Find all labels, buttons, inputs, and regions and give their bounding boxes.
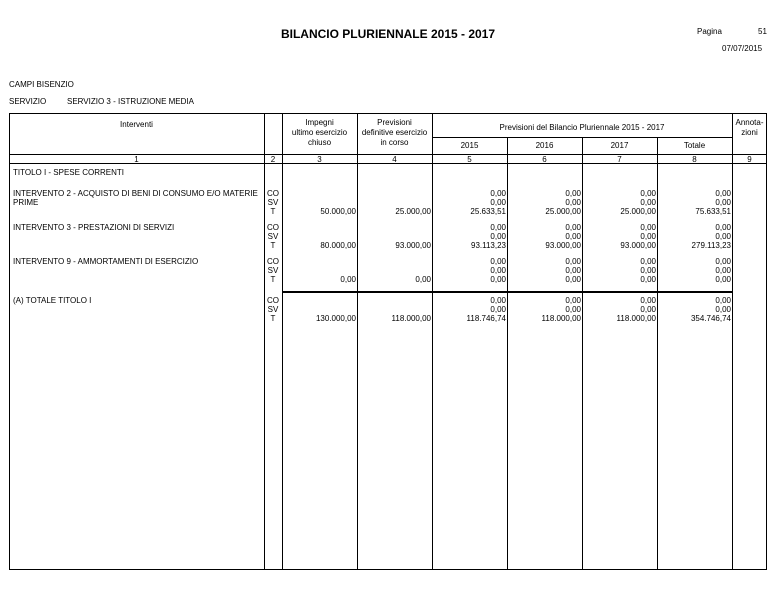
col-header-annotazioni: Annota- zioni bbox=[735, 118, 764, 137]
amount-cell: 0,00 bbox=[490, 296, 506, 305]
amount-cell: 93.000,00 bbox=[545, 241, 581, 250]
col-divider bbox=[732, 113, 733, 570]
amount-cell: 118.000,00 bbox=[391, 314, 431, 323]
amount-cell: 80.000,00 bbox=[320, 241, 356, 250]
amount-cell: 0,00 bbox=[565, 296, 581, 305]
col-header-2016: 2016 bbox=[535, 141, 554, 150]
page-number: 51 bbox=[758, 27, 767, 36]
row-code: T bbox=[270, 314, 276, 323]
report-date: 07/07/2015 bbox=[722, 44, 763, 53]
amount-cell: 25.633,51 bbox=[470, 207, 506, 216]
row-code: SV bbox=[267, 266, 279, 275]
row-code: T bbox=[270, 207, 276, 216]
row-code: T bbox=[270, 275, 276, 284]
amount-cell: 0,00 bbox=[490, 266, 506, 275]
amount-cell: 0,00 bbox=[640, 305, 656, 314]
report-title: BILANCIO PLURIENNALE 2015 - 2017 bbox=[280, 27, 496, 41]
amount-cell: 25.000,00 bbox=[620, 207, 656, 216]
page-label: Pagina bbox=[697, 27, 722, 36]
amount-cell: 0,00 bbox=[565, 223, 581, 232]
col-number: 7 bbox=[617, 155, 622, 164]
col-number: 8 bbox=[692, 155, 697, 164]
amount-cell: 93.113,23 bbox=[471, 241, 506, 250]
intervento-label: INTERVENTO 9 - AMMORTAMENTI DI ESERCIZIO bbox=[13, 257, 199, 266]
table-frame bbox=[9, 113, 767, 570]
amount-cell: 25.000,00 bbox=[545, 207, 581, 216]
amount-cell: 0,00 bbox=[715, 266, 731, 275]
col-header-interventi: Interventi bbox=[120, 120, 153, 129]
row-code: CO bbox=[267, 296, 279, 305]
ente-name: CAMPI BISENZIO bbox=[9, 80, 74, 89]
amount-cell: 0,00 bbox=[565, 305, 581, 314]
amount-cell: 0,00 bbox=[715, 296, 731, 305]
amount-cell: 0,00 bbox=[640, 296, 656, 305]
intervento-label: (A) TOTALE TITOLO I bbox=[13, 296, 92, 305]
amount-cell: 0,00 bbox=[565, 189, 581, 198]
intervento-label: PRIME bbox=[13, 198, 39, 207]
row-divider bbox=[432, 137, 732, 138]
amount-cell: 354.746,74 bbox=[690, 314, 731, 323]
col-header-pluriennale: Previsioni del Bilancio Pluriennale 2015 - 2017 bbox=[499, 123, 665, 132]
amount-cell: 25.000,00 bbox=[395, 207, 431, 216]
amount-cell: 0,00 bbox=[490, 223, 506, 232]
col-divider bbox=[432, 113, 433, 570]
amount-cell: 0,00 bbox=[340, 275, 356, 284]
amount-cell: 0,00 bbox=[640, 198, 656, 207]
amount-cell: 0,00 bbox=[640, 189, 656, 198]
col-number: 9 bbox=[747, 155, 752, 164]
intervento-label: INTERVENTO 2 - ACQUISTO DI BENI DI CONSUMO E/O MATERIE bbox=[13, 189, 258, 198]
col-header-2015: 2015 bbox=[460, 141, 479, 150]
servizio-label: SERVIZIO bbox=[9, 97, 47, 106]
amount-cell: 0,00 bbox=[490, 232, 506, 241]
col-number: 1 bbox=[134, 155, 139, 164]
amount-cell: 0,00 bbox=[490, 189, 506, 198]
row-code: SV bbox=[267, 198, 279, 207]
amount-cell: 0,00 bbox=[640, 232, 656, 241]
amount-cell: 0,00 bbox=[715, 189, 731, 198]
servizio-value: SERVIZIO 3 - ISTRUZIONE MEDIA bbox=[67, 97, 194, 106]
total-separator bbox=[282, 291, 732, 293]
amount-cell: 0,00 bbox=[490, 305, 506, 314]
amount-cell: 0,00 bbox=[715, 232, 731, 241]
intervento-label: INTERVENTO 3 - PRESTAZIONI DI SERVIZI bbox=[13, 223, 175, 232]
amount-cell: 0,00 bbox=[490, 275, 506, 284]
amount-cell: 0,00 bbox=[715, 257, 731, 266]
amount-cell: 0,00 bbox=[640, 275, 656, 284]
amount-cell: 0,00 bbox=[415, 275, 431, 284]
amount-cell: 0,00 bbox=[565, 266, 581, 275]
col-header-impegni: Impegni ultimo esercizio chiuso bbox=[291, 118, 348, 147]
row-code: SV bbox=[267, 232, 279, 241]
amount-cell: 130.000,00 bbox=[315, 314, 356, 323]
amount-cell: 0,00 bbox=[715, 198, 731, 207]
amount-cell: 0,00 bbox=[640, 223, 656, 232]
amount-cell: 0,00 bbox=[640, 266, 656, 275]
amount-cell: 93.000,00 bbox=[620, 241, 656, 250]
row-code: T bbox=[270, 241, 276, 250]
col-number: 6 bbox=[542, 155, 547, 164]
amount-cell: 118.000,00 bbox=[541, 314, 581, 323]
col-divider bbox=[357, 113, 358, 570]
amount-cell: 0,00 bbox=[490, 198, 506, 207]
row-code: CO bbox=[267, 223, 279, 232]
col-header-2017: 2017 bbox=[610, 141, 629, 150]
col-number: 2 bbox=[270, 155, 276, 164]
amount-cell: 0,00 bbox=[715, 223, 731, 232]
amount-cell: 0,00 bbox=[565, 275, 581, 284]
amount-cell: 0,00 bbox=[565, 257, 581, 266]
amount-cell: 0,00 bbox=[565, 232, 581, 241]
col-number: 3 bbox=[317, 155, 322, 164]
amount-cell: 0,00 bbox=[565, 198, 581, 207]
col-divider bbox=[264, 113, 265, 570]
amount-cell: 0,00 bbox=[715, 275, 731, 284]
col-header-previsioni: Previsioni definitive esercizio in corso bbox=[361, 118, 428, 147]
amount-cell: 0,00 bbox=[715, 305, 731, 314]
row-code: CO bbox=[267, 189, 279, 198]
col-header-totale: Totale bbox=[683, 141, 706, 150]
amount-cell: 118.000,00 bbox=[616, 314, 656, 323]
amount-cell: 0,00 bbox=[640, 257, 656, 266]
col-divider bbox=[282, 113, 283, 570]
amount-cell: 0,00 bbox=[490, 257, 506, 266]
row-code: CO bbox=[267, 257, 279, 266]
amount-cell: 118.746,74 bbox=[466, 314, 506, 323]
amount-cell: 50.000,00 bbox=[320, 207, 356, 216]
col-number: 4 bbox=[392, 155, 397, 164]
amount-cell: 93.000,00 bbox=[395, 241, 431, 250]
titolo-heading: TITOLO I - SPESE CORRENTI bbox=[13, 168, 124, 177]
col-number: 5 bbox=[467, 155, 472, 164]
row-code: SV bbox=[267, 305, 279, 314]
amount-cell: 279.113,23 bbox=[691, 241, 731, 250]
amount-cell: 75.633,51 bbox=[695, 207, 731, 216]
